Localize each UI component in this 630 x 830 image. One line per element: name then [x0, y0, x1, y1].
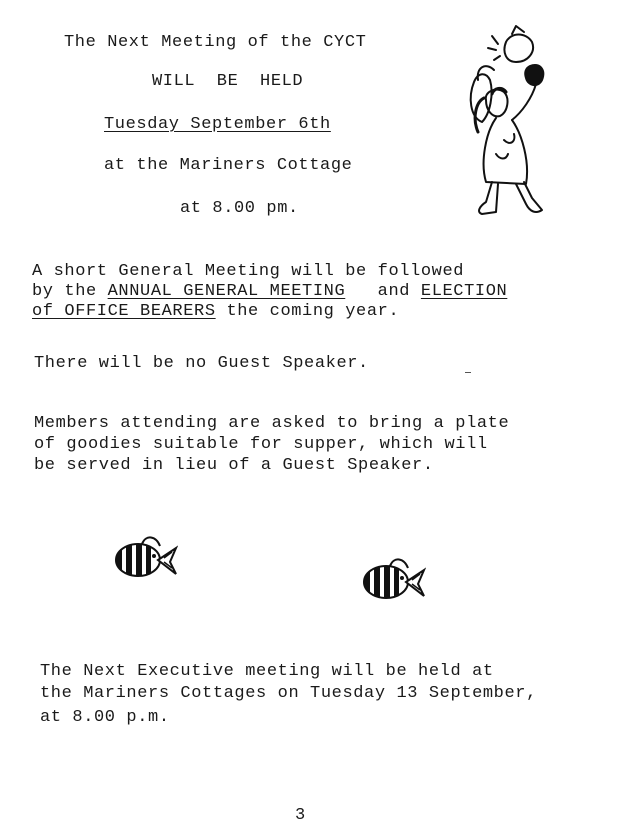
executive-notice-line-3: at 8.00 p.m.	[40, 708, 170, 727]
executive-notice-line-1: The Next Executive meeting will be held at	[40, 662, 494, 681]
waving-figure-icon	[456, 22, 586, 222]
agm-notice-line-2	[32, 282, 507, 302]
heading-line-1: The Next Meeting of the CYCT	[64, 33, 367, 52]
fish-icon	[362, 554, 426, 608]
agm-notice-line-1: A short General Meeting will be followed	[32, 262, 465, 281]
fish-icon	[114, 532, 178, 586]
executive-notice-line-2: the Mariners Cottages on Tuesday 13 September,	[40, 684, 537, 703]
election-highlight: ELECTION	[420, 282, 508, 301]
agm-notice-middle: and	[345, 282, 421, 301]
agm-notice-prefix: by the	[32, 282, 108, 301]
speck	[465, 372, 471, 373]
meeting-time: at 8.00 pm.	[180, 199, 299, 218]
meeting-date: Tuesday September 6th	[104, 115, 331, 134]
office-bearers-highlight: of OFFICE BEARERS	[32, 302, 216, 321]
agm-notice-line-3	[32, 302, 399, 322]
guest-speaker-notice: There will be no Guest Speaker.	[34, 354, 369, 373]
supper-notice-line-2: of goodies suitable for supper, which will	[34, 435, 488, 454]
meeting-venue: at the Mariners Cottage	[104, 156, 353, 175]
supper-notice-line-1: Members attending are asked to bring a plate	[34, 414, 510, 433]
heading-line-2: WILL BE HELD	[152, 72, 304, 91]
supper-notice-line-3: be served in lieu of a Guest Speaker.	[34, 456, 434, 475]
page-number: 3	[295, 806, 306, 825]
agm-highlight: ANNUAL GENERAL MEETING	[107, 282, 346, 301]
agm-notice-suffix: the coming year.	[215, 302, 400, 321]
